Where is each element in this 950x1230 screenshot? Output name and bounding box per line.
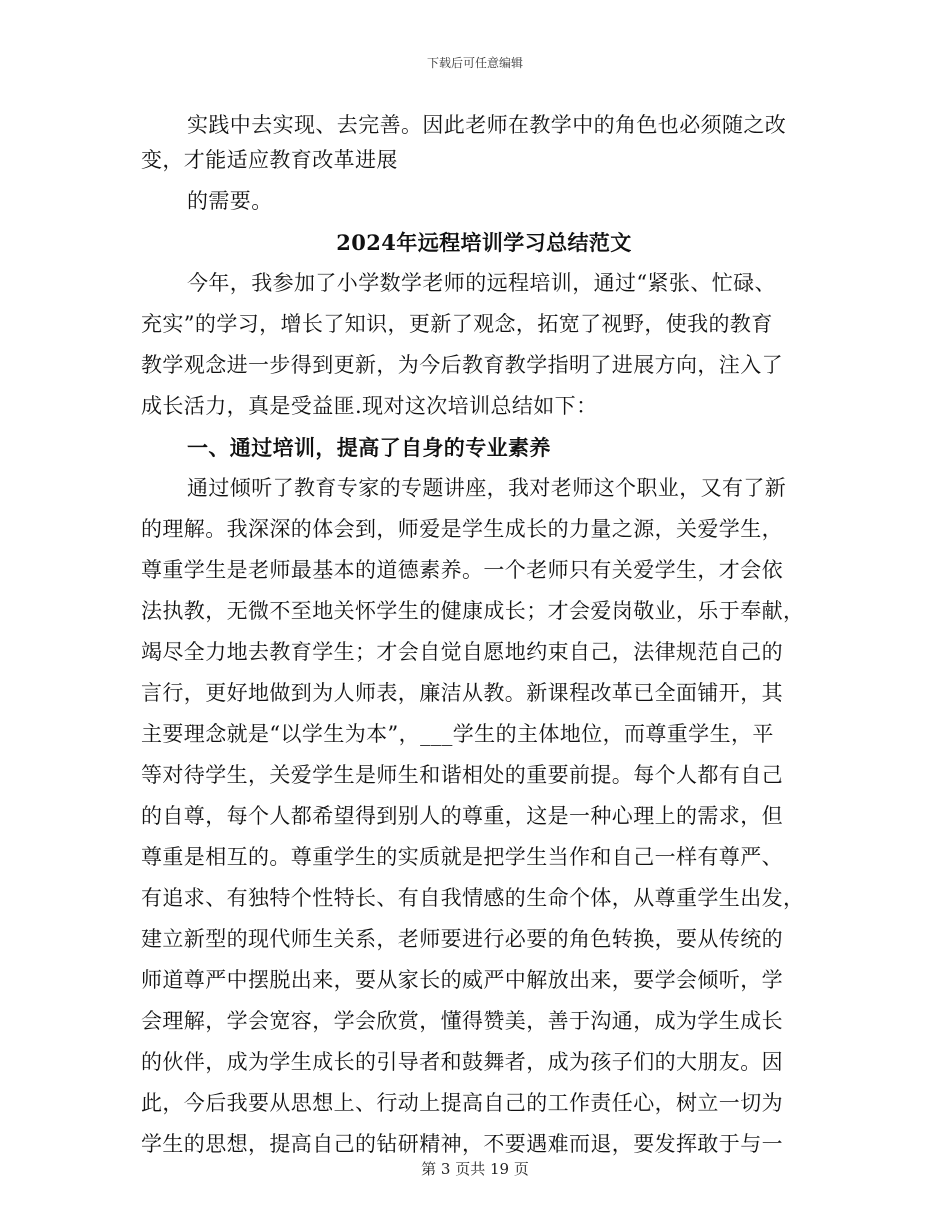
page-number-footer: 第 3 页共 19 页 bbox=[421, 1160, 529, 1178]
paragraph-line: 充实”的学习，增长了知识，更新了观念，拓宽了视野，使我的教育 bbox=[141, 312, 773, 336]
paragraph-line: 的自尊，每个人都希望得到别人的尊重，这是一种心理上的需求，但 bbox=[141, 804, 783, 828]
intro-line: 变，才能适应教育改革进展 bbox=[141, 148, 398, 172]
paragraph-line: 尊重学生是老师最基本的道德素养。一个老师只有关爱学生，才会依 bbox=[141, 558, 783, 582]
paragraph-line: 成长活力，真是受益匪.现对这次培训总结如下： bbox=[141, 394, 598, 418]
paragraph-line: 今年，我参加了小学数学老师的远程培训，通过“紧张、忙碌、 bbox=[187, 271, 776, 295]
paragraph-line: 此，今后我要从思想上、行动上提高自己的工作责任心，树立一切为 bbox=[141, 1091, 783, 1115]
document-body bbox=[141, 108, 809, 1162]
paragraph-line: 法执教，无微不至地关怀学生的健康成长；才会爱岗敬业，乐于奉献， bbox=[141, 599, 805, 623]
paragraph-line: 言行，更好地做到为人师表，廉洁从教。新课程改革已全面铺开，其 bbox=[141, 681, 783, 705]
paragraph-line: 等对待学生，关爱学生是师生和谐相处的重要前提。每个人都有自己 bbox=[141, 763, 783, 787]
page-header-note: 下载后可任意编辑 bbox=[426, 56, 523, 70]
section-heading: 一、通过培训，提高了自身的专业素养 bbox=[187, 435, 551, 460]
paragraph-line: 的理解。我深深的体会到，师爱是学生成长的力量之源，关爱学生， bbox=[141, 517, 783, 541]
paragraph-line: 学生的思想，提高自己的钻研精神，不要遇难而退，要发挥敢于与一 bbox=[141, 1132, 783, 1156]
paragraph-line: 师道尊严中摆脱出来，要从家长的威严中解放出来，要学会倾听，学 bbox=[141, 968, 783, 992]
paragraph-line: 主要理念就是“以学生为本”，___学生的主体地位，而尊重学生，平 bbox=[141, 722, 774, 746]
paragraph-line: 建立新型的现代师生关系，老师要进行必要的角色转换，要从传统的 bbox=[141, 927, 783, 951]
intro-line: 的需要。 bbox=[187, 189, 273, 213]
paragraph-line: 尊重是相互的。尊重学生的实质就是把学生当作和自己一样有尊严、 bbox=[141, 845, 783, 869]
document-title: 2024年远程培训学习总结范文 bbox=[336, 230, 632, 255]
paragraph-line: 竭尽全力地去教育学生；才会自觉自愿地约束自己，法律规范自己的 bbox=[141, 640, 783, 664]
paragraph-line: 通过倾听了教育专家的专题讲座，我对老师这个职业，又有了新 bbox=[187, 476, 787, 500]
paragraph-line: 会理解，学会宽容，学会欣赏，懂得赞美，善于沟通，成为学生成长 bbox=[141, 1009, 783, 1033]
paragraph-line: 有追求、有独特个性特长、有自我情感的生命个体，从尊重学生出发， bbox=[141, 886, 805, 910]
paragraph-line: 的伙伴，成为学生成长的引导者和鼓舞者，成为孩子们的大朋友。因 bbox=[141, 1050, 783, 1074]
intro-line: 实践中去实现、去完善。因此老师在教学中的角色也必须随之改 bbox=[187, 113, 787, 137]
paragraph-line: 教学观念进一步得到更新，为今后教育教学指明了进展方向，注入了 bbox=[141, 353, 783, 377]
